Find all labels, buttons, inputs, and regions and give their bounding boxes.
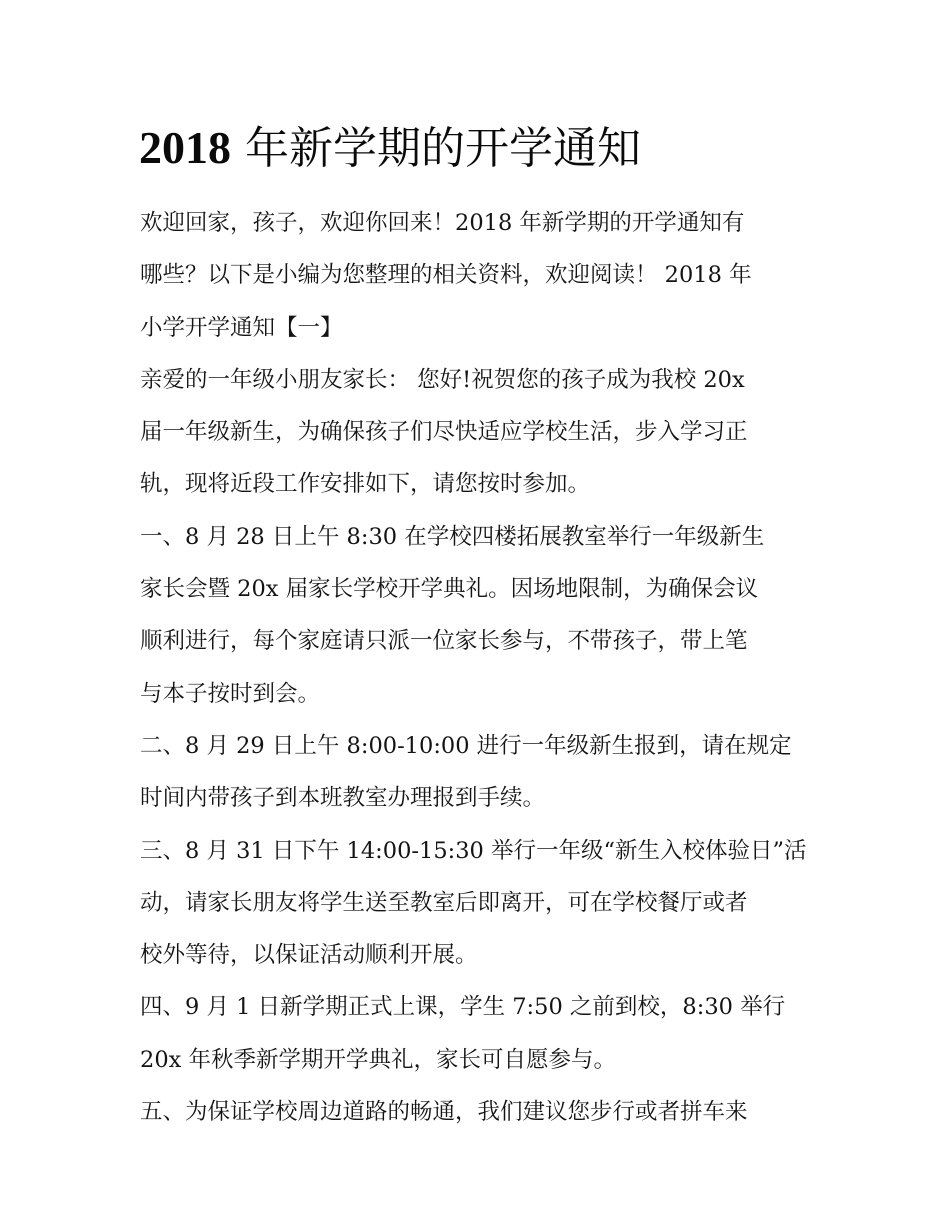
intro-line: 欢迎回家，孩子，欢迎你回来！2018 年新学期的开学通知有 — [140, 210, 745, 236]
item-1-line: 一、8 月 28 日上午 8:30 在学校四楼拓展教室举行一年级新生 — [140, 523, 765, 550]
title-text: 年新学期的开学通知 — [245, 123, 641, 174]
item-1-line: 顺利进行，每个家庭请只派一位家长参与，不带孩子，带上笔 — [140, 628, 748, 655]
intro-line: 哪些？以下是小编为您整理的相关资料，欢迎阅读！ 2018 年 — [140, 262, 752, 289]
item-3-line: 校外等待，以保证活动顺利开展。 — [140, 942, 478, 969]
item-4-line: 20x 年秋季新学期开学典礼，家长可自愿参与。 — [140, 1046, 616, 1073]
title-year: 2018 — [139, 122, 231, 173]
item-4-line: 四、9 月 1 日新学期正式上课，学生 7:50 之前到校，8:30 举行 — [140, 994, 786, 1021]
greeting-line: 亲爱的一年级小朋友家长： 您好!祝贺您的孩子成为我校 20x — [140, 366, 745, 393]
greeting-line: 轨，现将近段工作安排如下，请您按时参加。 — [140, 471, 591, 498]
item-5-line: 五、为保证学校周边道路的畅通，我们建议您步行或者拼车来 — [140, 1099, 748, 1126]
item-1-line: 家长会暨 20x 届家长学校开学典礼。因场地限制，为确保会议 — [140, 576, 759, 603]
document-body — [140, 200, 830, 1141]
section-heading: 小学开学通知【一】 — [140, 314, 343, 341]
item-2-line: 时间内带孩子到本班教室办理报到手续。 — [140, 785, 546, 812]
document-title — [139, 118, 641, 179]
item-3-line: 动，请家长朋友将学生送至教室后即离开，可在学校餐厅或者 — [140, 889, 748, 916]
greeting-line: 届一年级新生，为确保孩子们尽快适应学校生活，步入学习正 — [140, 419, 748, 446]
item-3-line: 三、8 月 31 日下午 14:00-15:30 举行一年级“新生入校体验日”活 — [140, 837, 807, 864]
item-2-line: 二、8 月 29 日上午 8:00-10:00 进行一年级新生报到，请在规定 — [140, 732, 792, 759]
item-1-line: 与本子按时到会。 — [140, 680, 321, 707]
